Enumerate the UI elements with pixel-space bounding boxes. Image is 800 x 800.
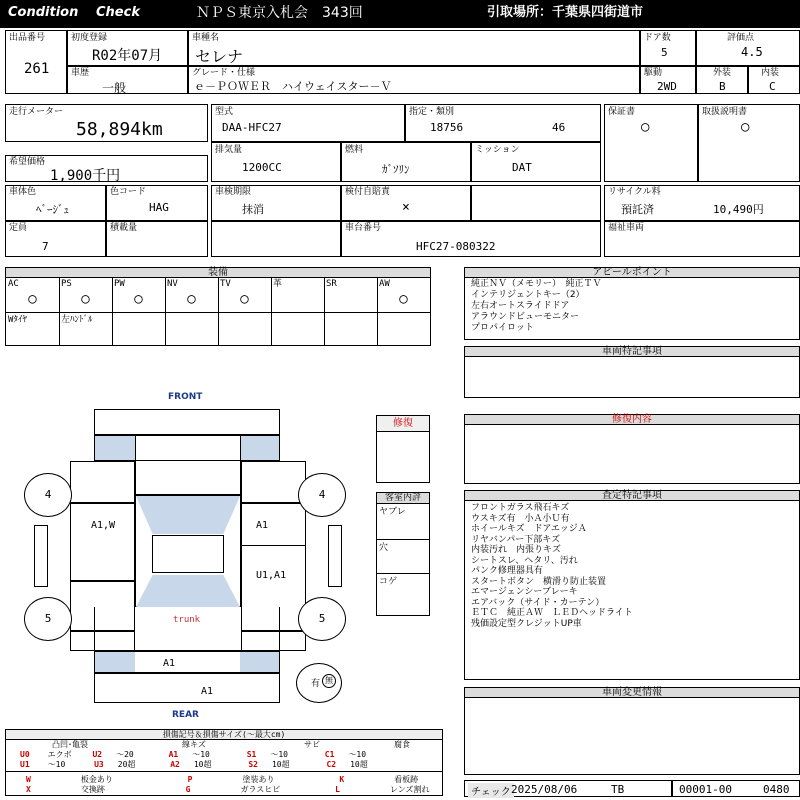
legend-row4	[26, 785, 429, 794]
left-mirror	[34, 525, 48, 587]
repair-title: 修復	[377, 416, 429, 432]
appeal-line: インテリジェントキー（2）	[471, 290, 585, 300]
equip-ac-label: AC	[8, 279, 19, 289]
load-label: 積載量	[110, 223, 138, 233]
color-code-box	[106, 185, 208, 221]
legend-code: A2	[170, 760, 180, 769]
inspection-line: ホイールキズ ドアエッジＡ	[471, 524, 587, 534]
legend-code: U3	[94, 760, 104, 769]
color-label: 車体色	[9, 187, 37, 197]
inspection-panel	[464, 490, 800, 680]
model-name: セレナ	[195, 47, 244, 66]
class-number-2: 46	[552, 121, 566, 134]
rear-label: REAR	[172, 710, 199, 720]
tire-rear-left: 5	[24, 597, 72, 641]
lot-box	[5, 30, 67, 94]
equip-pw-label: PW	[114, 279, 125, 289]
chassis-box	[341, 221, 601, 257]
repair-panel	[376, 415, 430, 483]
equip-sr-label: SR	[326, 279, 337, 289]
code-box	[672, 780, 800, 797]
model-label: 車種名	[192, 33, 220, 43]
repair-content-title: 修復内容	[465, 415, 799, 425]
int-label: 内装	[761, 68, 780, 78]
inspection-line: フロントガラス飛石キズ	[471, 503, 570, 513]
legend-head-dent: 凸凹･亀裂	[52, 740, 88, 749]
welfare-box	[604, 221, 800, 257]
capacity: 7	[42, 240, 49, 253]
appeal-panel	[464, 267, 800, 340]
mission-box	[471, 142, 601, 182]
front-label: FRONT	[168, 392, 203, 402]
fuel: ｶﾞｿﾘﾝ	[382, 163, 410, 176]
type: DAA-HFC27	[222, 121, 282, 134]
liability-label: 検付自賠責	[345, 187, 391, 197]
rear-panel-damage: A1	[163, 658, 176, 669]
manual-label: 取扱説明書	[702, 107, 748, 117]
rear-panel	[94, 651, 280, 673]
model-box	[188, 30, 640, 66]
type-label: 型式	[215, 107, 234, 117]
lot-label: 出品番号	[9, 33, 46, 43]
equipment-panel	[5, 267, 431, 346]
rear-bumper	[94, 673, 280, 703]
spare-yes-label: 有	[311, 679, 321, 689]
inspection-line: ＥＴＣ 純正ＡＷ ＬＥＤヘッドライト	[471, 608, 633, 618]
legend-desc: 10超	[350, 760, 368, 769]
body-color: ﾍﾞｰｼﾞｭ	[36, 203, 69, 216]
drive-box	[640, 66, 696, 94]
legend-desc: ガラスヒビ	[240, 785, 281, 794]
auction-title: ＮＰＳ東京入札会 343回	[196, 5, 363, 21]
mileage-label: 走行メーター	[9, 107, 64, 117]
legend-code: W	[26, 775, 31, 784]
price: 1,900千円	[50, 168, 121, 184]
ext-grade: B	[719, 80, 726, 93]
cabin-tear: ヤブレ	[379, 507, 406, 517]
repair-content-panel	[464, 414, 800, 484]
legend-desc: 10超	[271, 760, 290, 769]
recycle-amount: 10,490円	[713, 203, 764, 216]
inspection-line: シートスレ、ヘタリ、汚れ	[471, 555, 578, 566]
check-date: 2025/08/06	[511, 783, 578, 796]
footer-code-1: 00001-00	[679, 783, 732, 796]
equip-nv-mark: ○	[187, 291, 196, 307]
color-code: HAG	[149, 201, 169, 214]
grade-box	[188, 66, 640, 94]
footer-code-2: 0480	[763, 783, 790, 796]
cabin-hole: 穴	[379, 543, 389, 553]
right-mirror	[328, 525, 342, 587]
legend-row3	[26, 775, 418, 784]
doors: 5	[661, 46, 668, 59]
header-bar	[0, 0, 800, 28]
car-diagram	[0, 385, 375, 725]
doors-box	[640, 30, 696, 66]
legend-desc: ～10	[348, 750, 367, 759]
tire-front-left: 4	[24, 473, 72, 517]
condition-title: Condition	[8, 5, 79, 20]
fuel-box	[341, 142, 471, 182]
legend-code: L	[335, 785, 340, 794]
first-reg-box	[67, 30, 188, 66]
inspection-list	[471, 503, 633, 629]
check-label: チェック	[468, 783, 514, 798]
recycle-status: 預託済	[621, 203, 654, 216]
inspect: 抹消	[242, 203, 264, 216]
inspection-line: エアバック（サイド・カーテン）	[471, 597, 605, 608]
inspection-line: 残価設定型クレジットUP車	[471, 618, 582, 629]
spare-no-label: 無	[322, 674, 336, 688]
equip-left-handle: 左ﾊﾝﾄﾞﾙ	[61, 315, 93, 325]
special-title: 車両特記事項	[465, 347, 799, 357]
equip-aw-label: AW	[379, 279, 390, 289]
drive: 2WD	[657, 80, 677, 93]
roof	[152, 535, 224, 573]
chassis-number: HFC27-080322	[416, 240, 496, 253]
right-rear-door-damage: U1,A1	[256, 570, 287, 581]
right-front-fender	[241, 461, 306, 503]
left-front-door	[70, 503, 135, 581]
price-box	[5, 155, 208, 182]
legend-code: S1	[246, 750, 257, 759]
price-label: 希望価格	[9, 157, 46, 167]
tire-front-right: 4	[298, 473, 346, 517]
legend-desc: ～20	[116, 750, 134, 759]
front-panel	[94, 435, 280, 461]
recycle-label: リサイクル料	[608, 187, 661, 197]
inspection-line: ウスキズ有 小Ａ小Ｕ有	[471, 513, 570, 524]
appeal-line: プロパイロット	[471, 323, 534, 333]
class-box	[405, 104, 601, 142]
blank-box-1	[471, 185, 601, 221]
windshield	[136, 496, 240, 534]
legend-head-rust: サビ	[304, 740, 320, 749]
legend-code: U2	[92, 750, 103, 759]
legend-code: U1	[20, 760, 30, 769]
check-title: Check	[96, 5, 140, 20]
history: 一般	[102, 81, 127, 95]
grade: ｅ－ＰＯＷＥＲ ハイウェイスター－Ｖ	[194, 80, 392, 93]
load-box	[106, 221, 208, 257]
special-panel	[464, 346, 800, 398]
rear-window	[136, 575, 240, 607]
check-box	[464, 780, 672, 797]
legend-row1	[20, 750, 366, 759]
lot-number: 261	[24, 61, 50, 77]
mileage-box	[5, 104, 208, 142]
mission-label: ミッション	[475, 145, 520, 155]
cabin-title: 客室内評	[377, 493, 429, 504]
chassis-label: 車台番号	[345, 223, 382, 233]
equip-ac-mark: ○	[28, 291, 37, 307]
legend-code: P	[187, 775, 193, 784]
inspection-title: 査定特記事項	[465, 491, 799, 501]
legend-title: 損傷記号＆損傷サイズ(～最大cm)	[6, 730, 442, 740]
first-reg-label: 初度登録	[71, 33, 108, 43]
legend-code: S2	[248, 760, 258, 769]
change-panel	[464, 687, 800, 775]
equipment-title: 装備	[6, 268, 430, 278]
inspect-box	[211, 185, 341, 221]
legend-code: U0	[20, 750, 30, 759]
equip-ps-mark: ○	[81, 291, 90, 307]
doors-label: ドア数	[644, 33, 671, 43]
legend-head-scratch: 線キズ	[182, 740, 206, 749]
check-staff: TB	[611, 783, 625, 796]
legend-desc: 塗装あり	[242, 775, 275, 784]
equip-pw-mark: ○	[134, 291, 143, 307]
cabin-burn: コゲ	[379, 577, 398, 587]
int-box	[748, 66, 800, 94]
class-number: 18756	[430, 121, 464, 134]
appeal-title: アピールポイント	[465, 268, 799, 278]
legend-head-corrosion: 腐食	[394, 740, 410, 749]
legend-desc: ～10	[47, 760, 66, 769]
left-front-fender	[70, 461, 135, 503]
score: 4.5	[741, 45, 763, 59]
legend-row2	[20, 760, 368, 769]
class-label: 指定・類別	[409, 107, 455, 117]
legend-desc: ～10	[270, 750, 288, 759]
warranty-label: 保証書	[608, 107, 636, 117]
type-box	[211, 104, 405, 142]
equip-tv-mark: ○	[240, 291, 249, 307]
manual-box	[698, 104, 800, 182]
grade-label: グレード・仕様	[192, 68, 256, 78]
history-box	[67, 66, 188, 94]
legend-desc: ～10	[192, 750, 210, 759]
inspection-line: エマージェンシーブレーキ	[471, 587, 578, 597]
legend-desc: 看板跡	[394, 775, 419, 784]
inspection-line: パンク修理器具有	[471, 566, 543, 576]
appeal-line: 純正ＮＶ（メモリー） 純正ＴＶ	[471, 279, 602, 289]
liability-box	[341, 185, 471, 221]
appeal-line: アラウンドビューモニター	[471, 312, 580, 322]
legend-desc: エクボ	[47, 750, 72, 759]
score-label: 評価点	[727, 33, 755, 43]
liability: ×	[402, 200, 410, 215]
equip-w-tire: Wﾀｲﾔ	[8, 315, 27, 325]
pickup-location: 引取場所：千葉県四街道市	[487, 5, 644, 20]
trunk-label: trunk	[173, 615, 201, 625]
legend-code: G	[185, 785, 191, 794]
ext-label: 外装	[713, 68, 732, 78]
fuel-label: 燃料	[345, 145, 364, 155]
legend-panel	[5, 729, 443, 796]
inspect-label: 車検期限	[215, 187, 252, 197]
inspection-line: 内装汚れ 内張りキズ	[471, 545, 561, 555]
legend-desc: 10超	[193, 760, 212, 769]
recycle-box	[604, 185, 800, 221]
rear-bumper-damage: A1	[201, 686, 214, 697]
equip-ps-label: PS	[61, 279, 72, 289]
legend-code: C1	[324, 750, 335, 759]
color-code-label: 色コード	[110, 187, 147, 197]
color-box	[5, 185, 106, 221]
warranty: ○	[641, 119, 650, 135]
equip-aw-mark: ○	[399, 291, 408, 307]
left-front-door-damage: A1,W	[91, 520, 116, 531]
legend-code: A1	[168, 750, 179, 759]
mileage: 58,894km	[76, 119, 163, 140]
welfare-label: 福祉車両	[608, 223, 645, 233]
disp-label: 排気量	[215, 145, 243, 155]
blank-box-2	[211, 221, 341, 257]
tire-rear-right: 5	[298, 597, 346, 641]
change-title: 車両変更情報	[465, 688, 799, 698]
legend-code: X	[26, 785, 31, 794]
right-front-door-damage: A1	[256, 520, 269, 531]
displacement: 1200CC	[242, 161, 282, 174]
legend-desc: 20超	[117, 760, 136, 769]
inspection-line: リヤバンパー下部キズ	[471, 534, 561, 545]
spare-tire	[296, 663, 342, 703]
int-grade: C	[769, 80, 776, 93]
drive-label: 駆動	[644, 68, 663, 78]
legend-desc: 板金あり	[80, 775, 113, 784]
legend-code: C2	[326, 760, 337, 769]
first-reg: R02年07月	[92, 48, 163, 64]
legend-desc: 交換跡	[80, 785, 105, 794]
cabin-panel	[376, 492, 430, 616]
front-bumper	[94, 409, 280, 435]
legend-desc: レンズ割れ	[389, 785, 430, 794]
warranty-box	[604, 104, 698, 182]
score-box	[696, 30, 800, 66]
appeal-line: 左右オートスライドドア	[471, 301, 570, 311]
inspection-line: スタートボタン 横滑り防止装置	[471, 576, 607, 587]
equip-leather-label: 革	[273, 279, 283, 289]
legend-code: K	[339, 775, 345, 784]
capacity-box	[5, 221, 106, 257]
trunk-area	[94, 607, 280, 651]
capacity-label: 定員	[9, 223, 28, 233]
ext-box	[696, 66, 748, 94]
equip-tv-label: TV	[220, 279, 231, 289]
history-label: 車歴	[71, 68, 90, 78]
manual: ○	[741, 119, 750, 135]
mission: DAT	[512, 161, 532, 174]
equip-nv-label: NV	[167, 279, 178, 289]
appeal-list	[471, 279, 602, 334]
disp-box	[211, 142, 341, 182]
